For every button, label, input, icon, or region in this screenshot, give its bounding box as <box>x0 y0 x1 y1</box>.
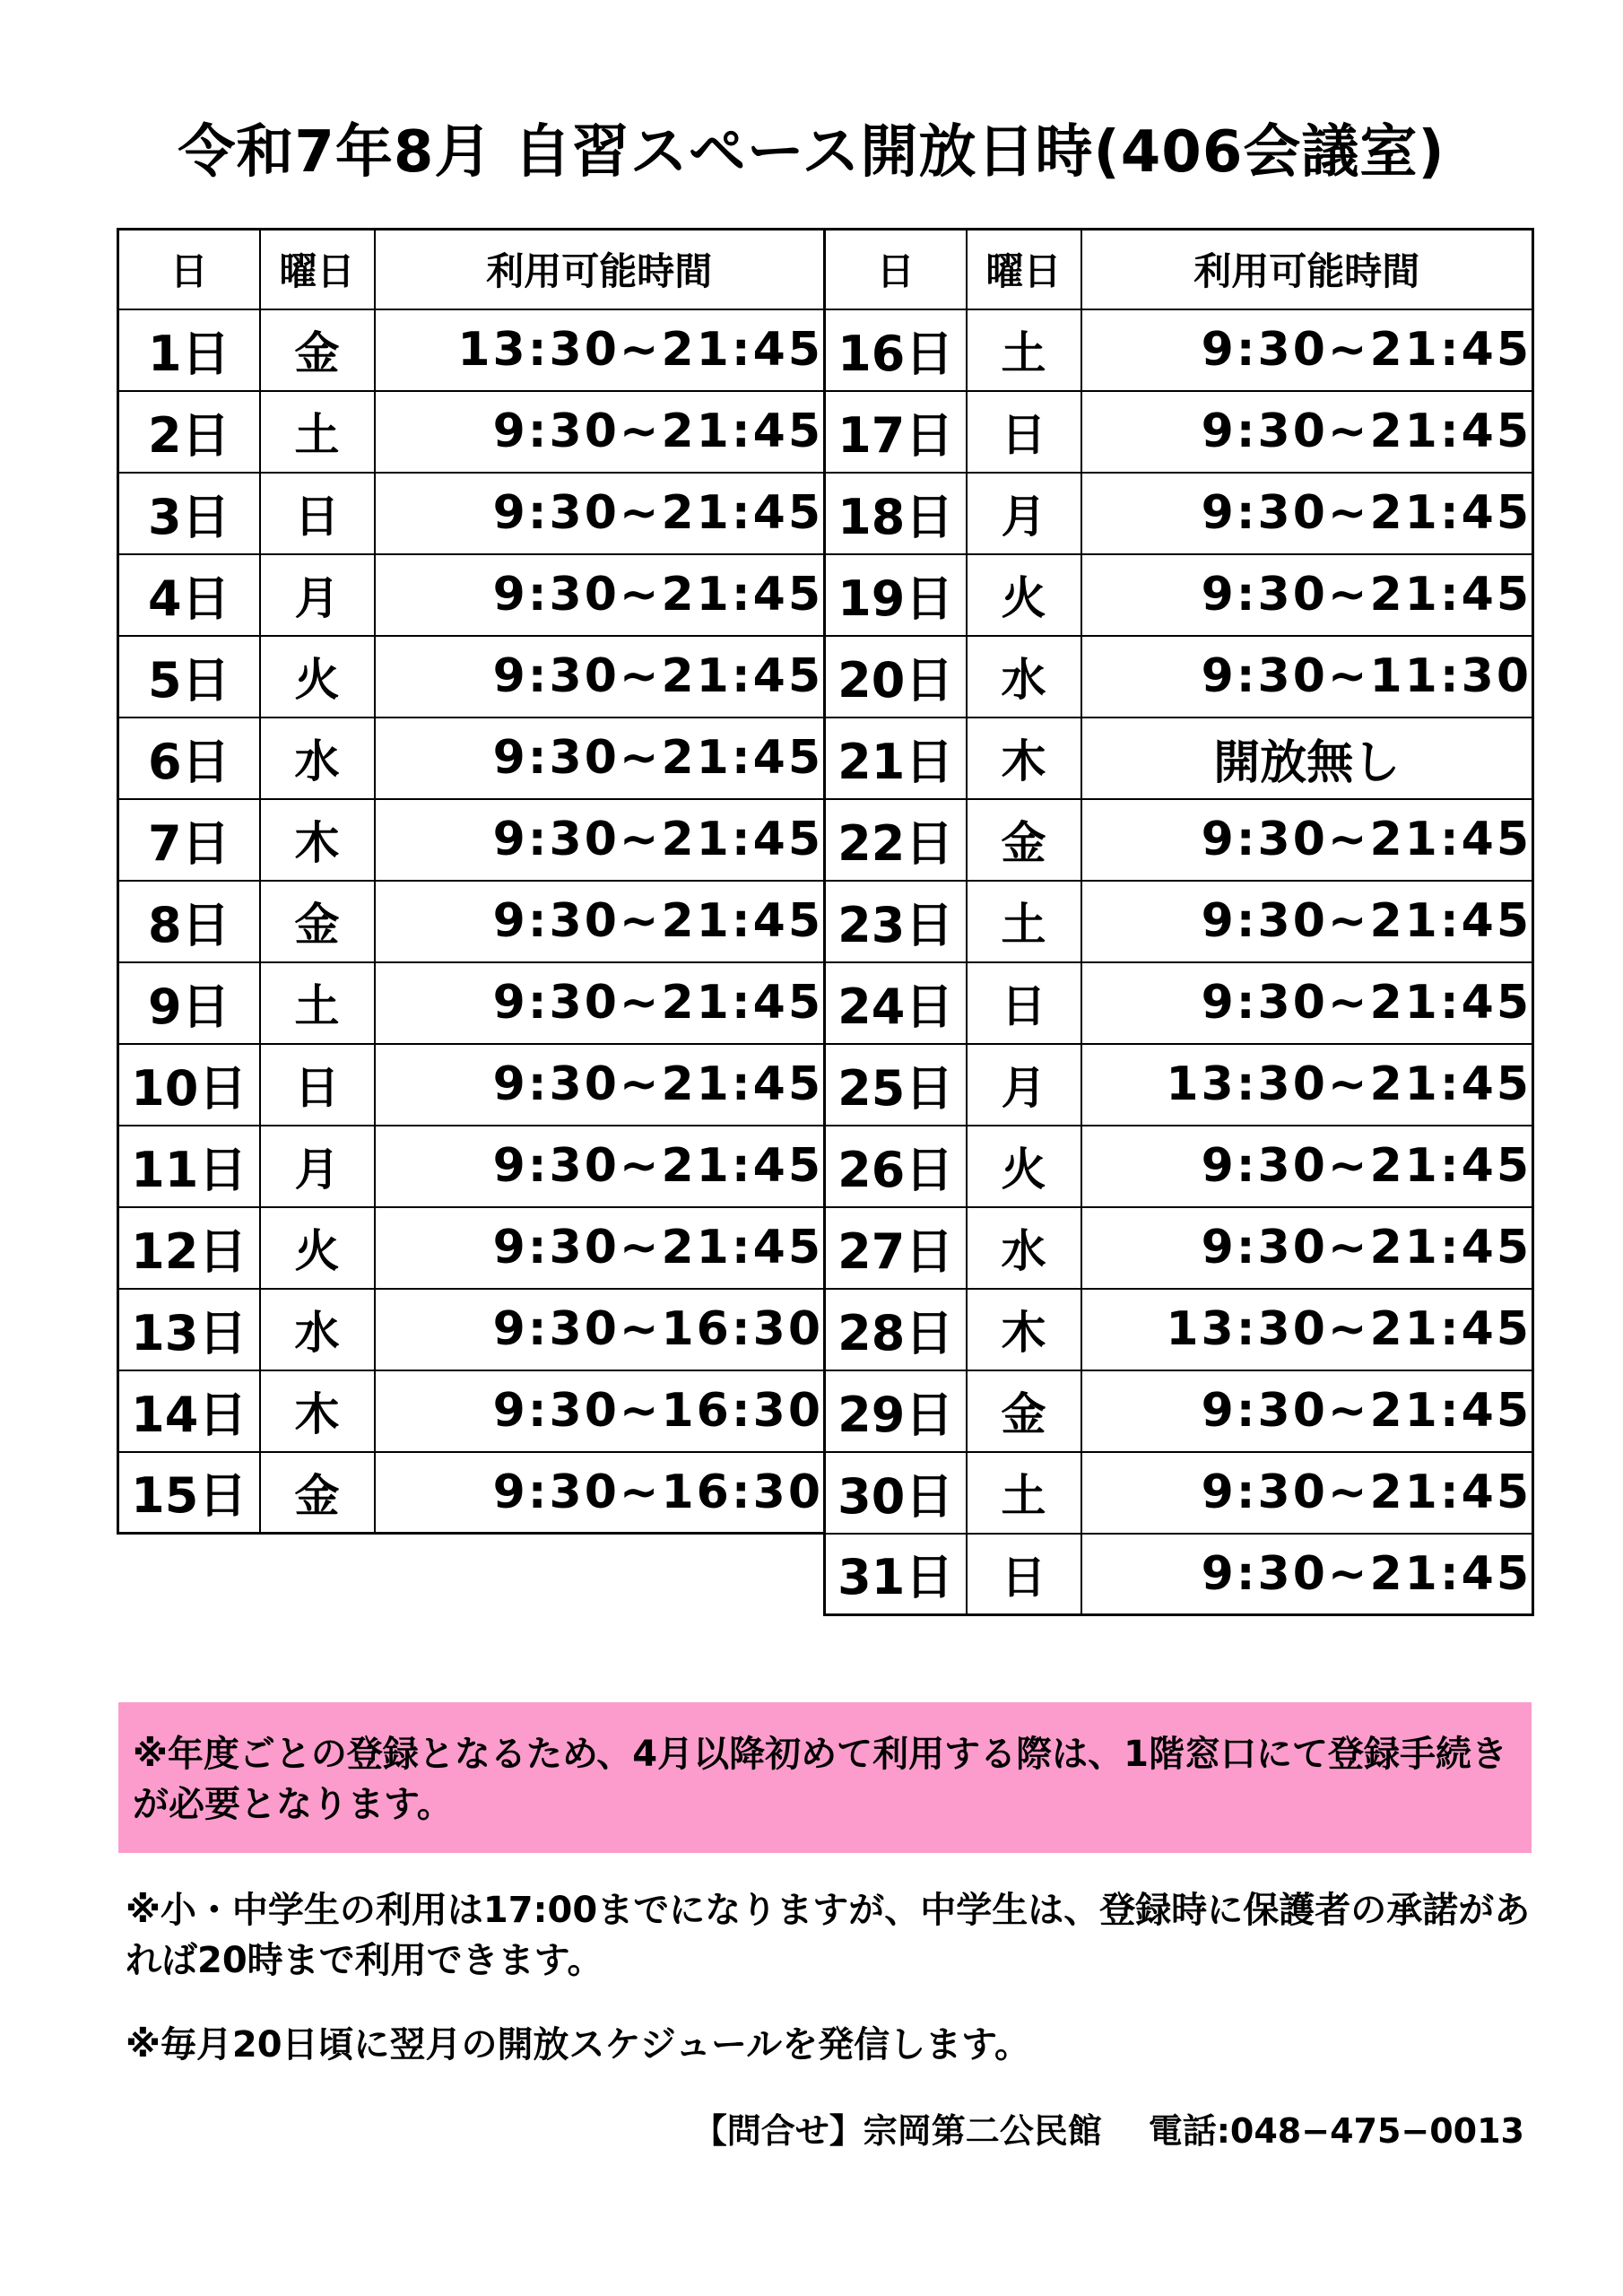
day-cell: 28日 <box>825 1289 967 1370</box>
table-row <box>118 1289 825 1370</box>
schedule-table-right <box>823 228 1534 1616</box>
table-row <box>118 881 825 962</box>
hours-cell: 9:30~16:30 <box>375 1370 825 1452</box>
weekday-cell: 木 <box>260 1370 375 1452</box>
day-cell: 4日 <box>118 554 260 636</box>
day-cell: 19日 <box>825 554 967 636</box>
weekday-cell: 月 <box>260 1126 375 1207</box>
hours-cell: 13:30~21:45 <box>375 309 825 391</box>
hours-cell: 13:30~21:45 <box>1081 1289 1533 1370</box>
registration-notice: ※年度ごとの登録となるため、4月以降初めて利用する際は、1階窓口にて登録手続きが必要となります。 <box>118 1702 1532 1853</box>
weekday-cell: 土 <box>967 309 1081 391</box>
day-cell: 1日 <box>118 309 260 391</box>
table-row <box>118 554 825 636</box>
day-cell: 10日 <box>118 1044 260 1126</box>
weekday-cell: 水 <box>260 718 375 799</box>
table-row <box>825 1534 1533 1615</box>
day-cell: 9日 <box>118 962 260 1044</box>
weekday-cell: 水 <box>967 636 1081 718</box>
day-cell: 25日 <box>825 1044 967 1126</box>
weekday-cell: 火 <box>260 1207 375 1289</box>
hours-cell: 9:30~21:45 <box>1081 881 1533 962</box>
table-row <box>825 962 1533 1044</box>
weekday-cell: 木 <box>260 799 375 881</box>
day-cell: 17日 <box>825 391 967 473</box>
page-title: 令和7年8月 自習スペース開放日時(406会議室) <box>178 119 1445 186</box>
day-cell: 12日 <box>118 1207 260 1289</box>
hours-cell: 9:30~21:45 <box>1081 799 1533 881</box>
hours-cell: 9:30~21:45 <box>1081 1452 1533 1534</box>
table-row <box>825 1044 1533 1126</box>
day-cell: 31日 <box>825 1534 967 1615</box>
weekday-cell: 月 <box>967 1044 1081 1126</box>
weekday-cell: 日 <box>260 473 375 554</box>
weekday-cell: 金 <box>260 881 375 962</box>
hours-cell: 9:30~21:45 <box>1081 1126 1533 1207</box>
table-row <box>118 1044 825 1126</box>
weekday-cell: 土 <box>260 962 375 1044</box>
hours-cell: 9:30~21:45 <box>1081 1207 1533 1289</box>
table-row <box>825 881 1533 962</box>
table-row <box>118 799 825 881</box>
table-row <box>825 309 1533 391</box>
weekday-cell: 土 <box>967 1452 1081 1534</box>
table-row <box>825 391 1533 473</box>
weekday-cell: 火 <box>967 1126 1081 1207</box>
hours-cell: 13:30~21:45 <box>1081 1044 1533 1126</box>
hours-cell: 9:30~21:45 <box>1081 473 1533 554</box>
hours-cell: 9:30~16:30 <box>375 1452 825 1534</box>
table-row <box>118 1126 825 1207</box>
day-cell: 3日 <box>118 473 260 554</box>
weekday-cell: 日 <box>967 391 1081 473</box>
header-day: 日 <box>825 230 967 309</box>
weekday-cell: 水 <box>260 1289 375 1370</box>
table-row <box>825 1289 1533 1370</box>
day-cell: 18日 <box>825 473 967 554</box>
day-cell: 7日 <box>118 799 260 881</box>
hours-cell: 9:30~21:45 <box>375 799 825 881</box>
table-row <box>118 309 825 391</box>
hours-cell: 9:30~16:30 <box>375 1289 825 1370</box>
day-cell: 22日 <box>825 799 967 881</box>
header-hours: 利用可能時間 <box>1081 230 1533 309</box>
hours-cell: 9:30~21:45 <box>375 962 825 1044</box>
table-row <box>118 473 825 554</box>
table-row <box>118 962 825 1044</box>
header-day: 日 <box>118 230 260 309</box>
hours-cell: 9:30~21:45 <box>375 391 825 473</box>
table-row <box>825 1370 1533 1452</box>
weekday-cell: 火 <box>260 636 375 718</box>
day-cell: 14日 <box>118 1370 260 1452</box>
day-cell: 5日 <box>118 636 260 718</box>
hours-cell: 9:30~21:45 <box>1081 554 1533 636</box>
table-row <box>118 1207 825 1289</box>
table-row <box>825 1452 1533 1534</box>
table-row <box>118 718 825 799</box>
table-header-row <box>118 230 825 309</box>
day-cell: 29日 <box>825 1370 967 1452</box>
table-row <box>825 473 1533 554</box>
table-row <box>825 718 1533 799</box>
weekday-cell: 土 <box>967 881 1081 962</box>
day-cell: 16日 <box>825 309 967 391</box>
day-cell: 21日 <box>825 718 967 799</box>
day-cell: 15日 <box>118 1452 260 1534</box>
header-hours: 利用可能時間 <box>375 230 825 309</box>
weekday-cell: 日 <box>967 962 1081 1044</box>
weekday-cell: 月 <box>967 473 1081 554</box>
weekday-cell: 金 <box>260 309 375 391</box>
contact-phone: 電話:048−475−0013 <box>1148 2111 1524 2151</box>
table-row <box>825 554 1533 636</box>
hours-cell: 9:30~21:45 <box>375 881 825 962</box>
hours-cell: 9:30~21:45 <box>1081 962 1533 1044</box>
table-header-row <box>825 230 1533 309</box>
table-row <box>825 799 1533 881</box>
hours-cell: 9:30~11:30 <box>1081 636 1533 718</box>
table-row <box>825 1207 1533 1289</box>
table-row <box>825 1126 1533 1207</box>
weekday-cell: 金 <box>967 799 1081 881</box>
hours-cell: 9:30~21:45 <box>1081 1534 1533 1615</box>
hours-cell: 9:30~21:45 <box>1081 391 1533 473</box>
table-row <box>825 636 1533 718</box>
weekday-cell: 日 <box>260 1044 375 1126</box>
hours-cell: 9:30~21:45 <box>1081 1370 1533 1452</box>
hours-cell: 9:30~21:45 <box>375 1044 825 1126</box>
weekday-cell: 日 <box>967 1534 1081 1615</box>
day-cell: 26日 <box>825 1126 967 1207</box>
contact-info <box>693 2103 1524 2152</box>
student-usage-note: ※小・中学生の利用は17:00までになりますが、中学生は、登録時に保護者の承諾があれば20時まで利用できます。 <box>126 1890 1531 1981</box>
table-row <box>118 1452 825 1534</box>
weekday-cell: 金 <box>967 1370 1081 1452</box>
hours-cell: 9:30~21:45 <box>375 718 825 799</box>
schedule-release-note: ※毎月20日頃に翌月の開放スケジュールを発信します。 <box>126 2024 1030 2066</box>
day-cell: 11日 <box>118 1126 260 1207</box>
hours-cell: 9:30~21:45 <box>375 636 825 718</box>
schedule-table-left <box>117 228 826 1535</box>
hours-cell: 9:30~21:45 <box>1081 309 1533 391</box>
day-cell: 20日 <box>825 636 967 718</box>
hours-cell: 開放無し <box>1081 718 1533 799</box>
hours-cell: 9:30~21:45 <box>375 473 825 554</box>
hours-cell: 9:30~21:45 <box>375 1126 825 1207</box>
day-cell: 27日 <box>825 1207 967 1289</box>
weekday-cell: 木 <box>967 1289 1081 1370</box>
day-cell: 8日 <box>118 881 260 962</box>
table-row <box>118 1370 825 1452</box>
header-weekday: 曜日 <box>260 230 375 309</box>
header-weekday: 曜日 <box>967 230 1081 309</box>
table-row <box>118 391 825 473</box>
weekday-cell: 火 <box>967 554 1081 636</box>
weekday-cell: 土 <box>260 391 375 473</box>
day-cell: 2日 <box>118 391 260 473</box>
weekday-cell: 月 <box>260 554 375 636</box>
contact-label: 【問合せ】宗岡第二公民館 <box>692 2111 1102 2151</box>
weekday-cell: 木 <box>967 718 1081 799</box>
weekday-cell: 金 <box>260 1452 375 1534</box>
weekday-cell: 水 <box>967 1207 1081 1289</box>
day-cell: 13日 <box>118 1289 260 1370</box>
hours-cell: 9:30~21:45 <box>375 1207 825 1289</box>
day-cell: 24日 <box>825 962 967 1044</box>
hours-cell: 9:30~21:45 <box>375 554 825 636</box>
day-cell: 6日 <box>118 718 260 799</box>
day-cell: 23日 <box>825 881 967 962</box>
table-row <box>118 636 825 718</box>
day-cell: 30日 <box>825 1452 967 1534</box>
